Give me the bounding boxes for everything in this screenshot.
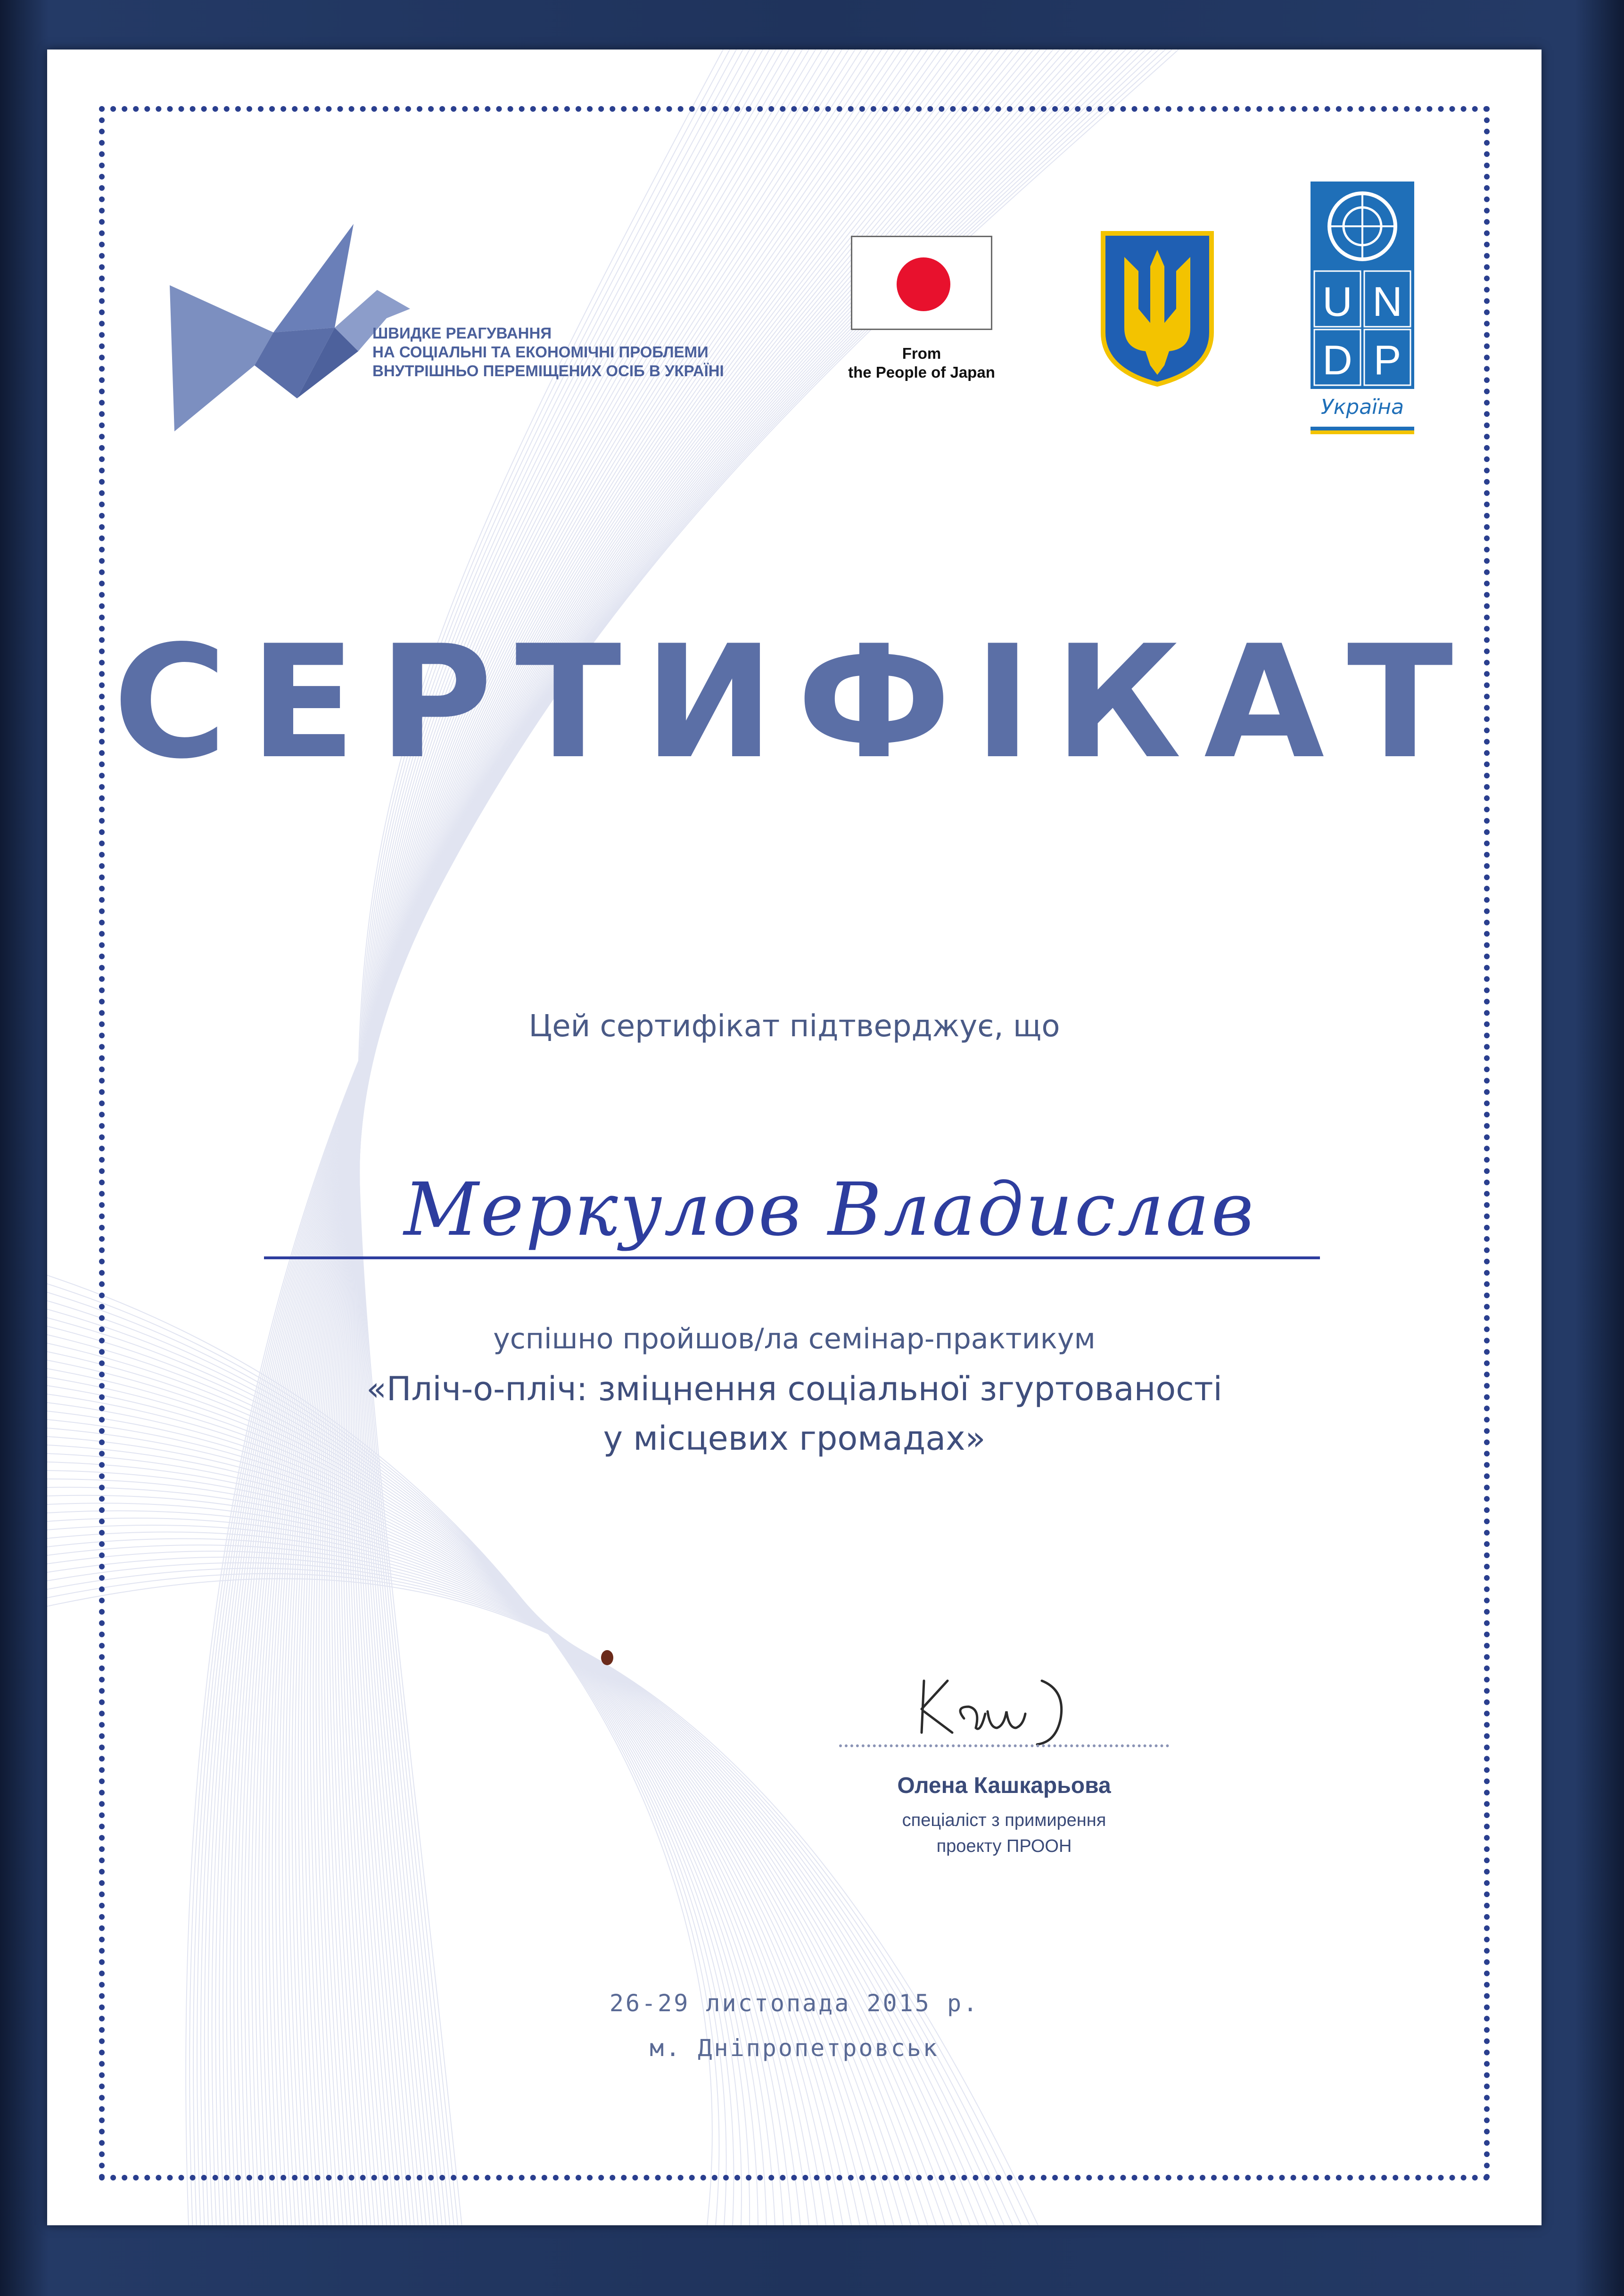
undp-country-label: Україна	[1320, 395, 1404, 419]
ukraine-color-stripe	[1311, 427, 1414, 434]
certificate-title: СЕРТИФІКАТ	[113, 612, 1476, 793]
undp-letter-u: U	[1322, 278, 1352, 325]
recipient-name-underline	[264, 1256, 1320, 1259]
undp-letter-d: D	[1322, 337, 1352, 383]
ukraine-trident-emblem	[1098, 229, 1216, 387]
recipient-name-handwritten: Меркулов Владислав	[404, 1167, 1256, 1252]
japan-flag-icon	[851, 236, 992, 330]
signer-name: Олена Кашкарьова	[897, 1773, 1111, 1798]
undp-logo	[1311, 182, 1414, 389]
undp-letter-n: N	[1372, 278, 1402, 325]
signer-role-line2: проекту ПРООН	[936, 1836, 1072, 1856]
handwritten-signature	[910, 1662, 1108, 1751]
course-title-line1: «Пліч-о-пліч: зміцнення соціальної згуртованості	[366, 1370, 1222, 1408]
signer-role-line1: спеціаліст з примирення	[902, 1810, 1106, 1830]
ink-stain	[601, 1650, 613, 1665]
completion-statement: успішно пройшов/ла семінар-практикум	[493, 1322, 1096, 1355]
undp-letter-p: P	[1373, 337, 1401, 383]
certificate-sheet	[47, 50, 1542, 2225]
japan-flag-sun	[897, 257, 950, 311]
crane-caption-line2: НА СОЦІАЛЬНІ ТА ЕКОНОМІЧНІ ПРОБЛЕМИ	[372, 343, 709, 361]
event-dates: 26-29 листопада 2015 р.	[609, 1990, 980, 2017]
japan-caption-line2: the People of Japan	[848, 363, 995, 381]
certificate-intro: Цей сертифікат підтверджує, що	[528, 1009, 1060, 1044]
crane-caption-line1: ШВИДКЕ РЕАГУВАННЯ	[372, 324, 552, 342]
crane-logo-caption	[372, 324, 797, 380]
japan-caption-line1: From	[902, 345, 941, 362]
japan-caption	[801, 344, 1042, 382]
event-city: м. Дніпропетровськ	[650, 2034, 939, 2062]
course-title-line2: у місцевих громадах»	[603, 1419, 986, 1458]
crane-caption-line3: ВНУТРІШНЬО ПЕРЕМІЩЕНИХ ОСІБ В УКРАЇНІ	[372, 362, 724, 380]
signature-line	[839, 1744, 1169, 1747]
